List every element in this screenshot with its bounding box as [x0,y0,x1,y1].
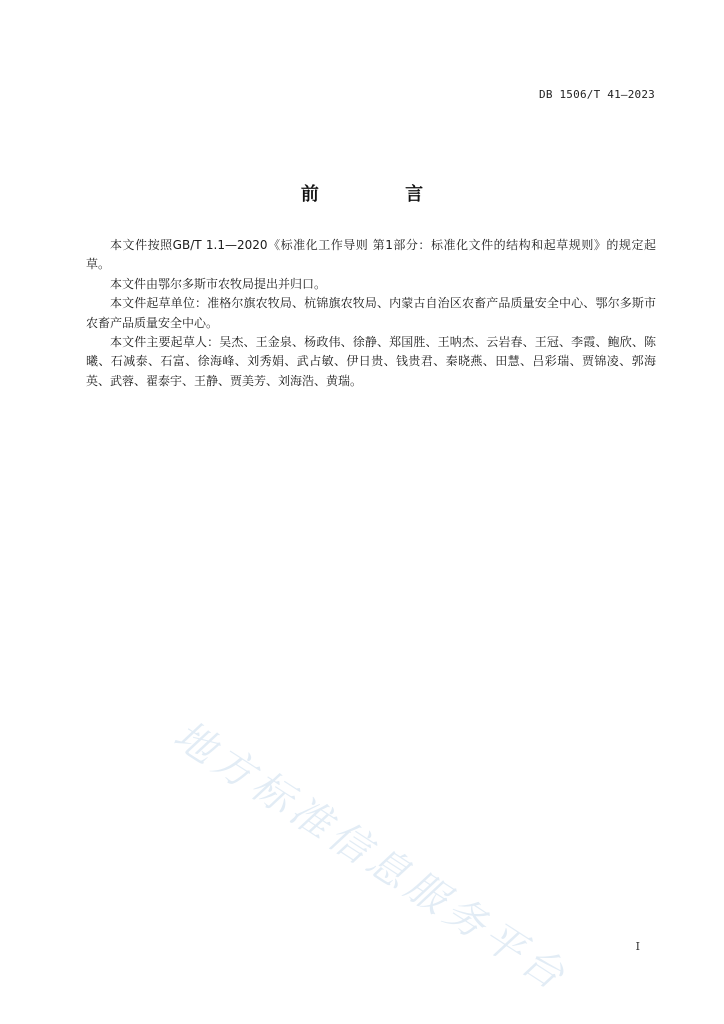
foreword-body [86,236,656,391]
paragraph-drafting-rules: 本文件按照GB/T 1.1—2020《标准化工作导则 第1部分：标准化文件的结构和起草规则》的规定起草。 [86,238,656,272]
document-code: DB 1506/T 41—2023 [539,88,655,101]
page-number: I [635,940,640,953]
watermark: 地方标准信息服务平台 [165,712,577,1002]
paragraph-drafting-units: 本文件起草单位：准格尔旗农牧局、杭锦旗农牧局、内蒙古自治区农畜产品质量安全中心、鄂尔多斯市农畜产品质量安全中心。 [86,296,656,330]
paragraph-proposer: 本文件由鄂尔多斯市农牧局提出并归口。 [110,276,327,291]
paragraph-drafters: 本文件主要起草人：吴杰、王金泉、杨政伟、徐静、郑国胜、王呐杰、云岩春、王冠、李霞、鲍欣、陈曦、石减泰、石富、徐海峰、刘秀娟、武占敏、伊日贵、钱贵君、秦晓燕、田慧、吕彩瑞、贾锦凌、郭海英、武蓉、翟泰宇、王静、贾美芳、刘海浩、黄瑞。 [86,335,656,388]
page-title: 前 言 [300,184,464,205]
